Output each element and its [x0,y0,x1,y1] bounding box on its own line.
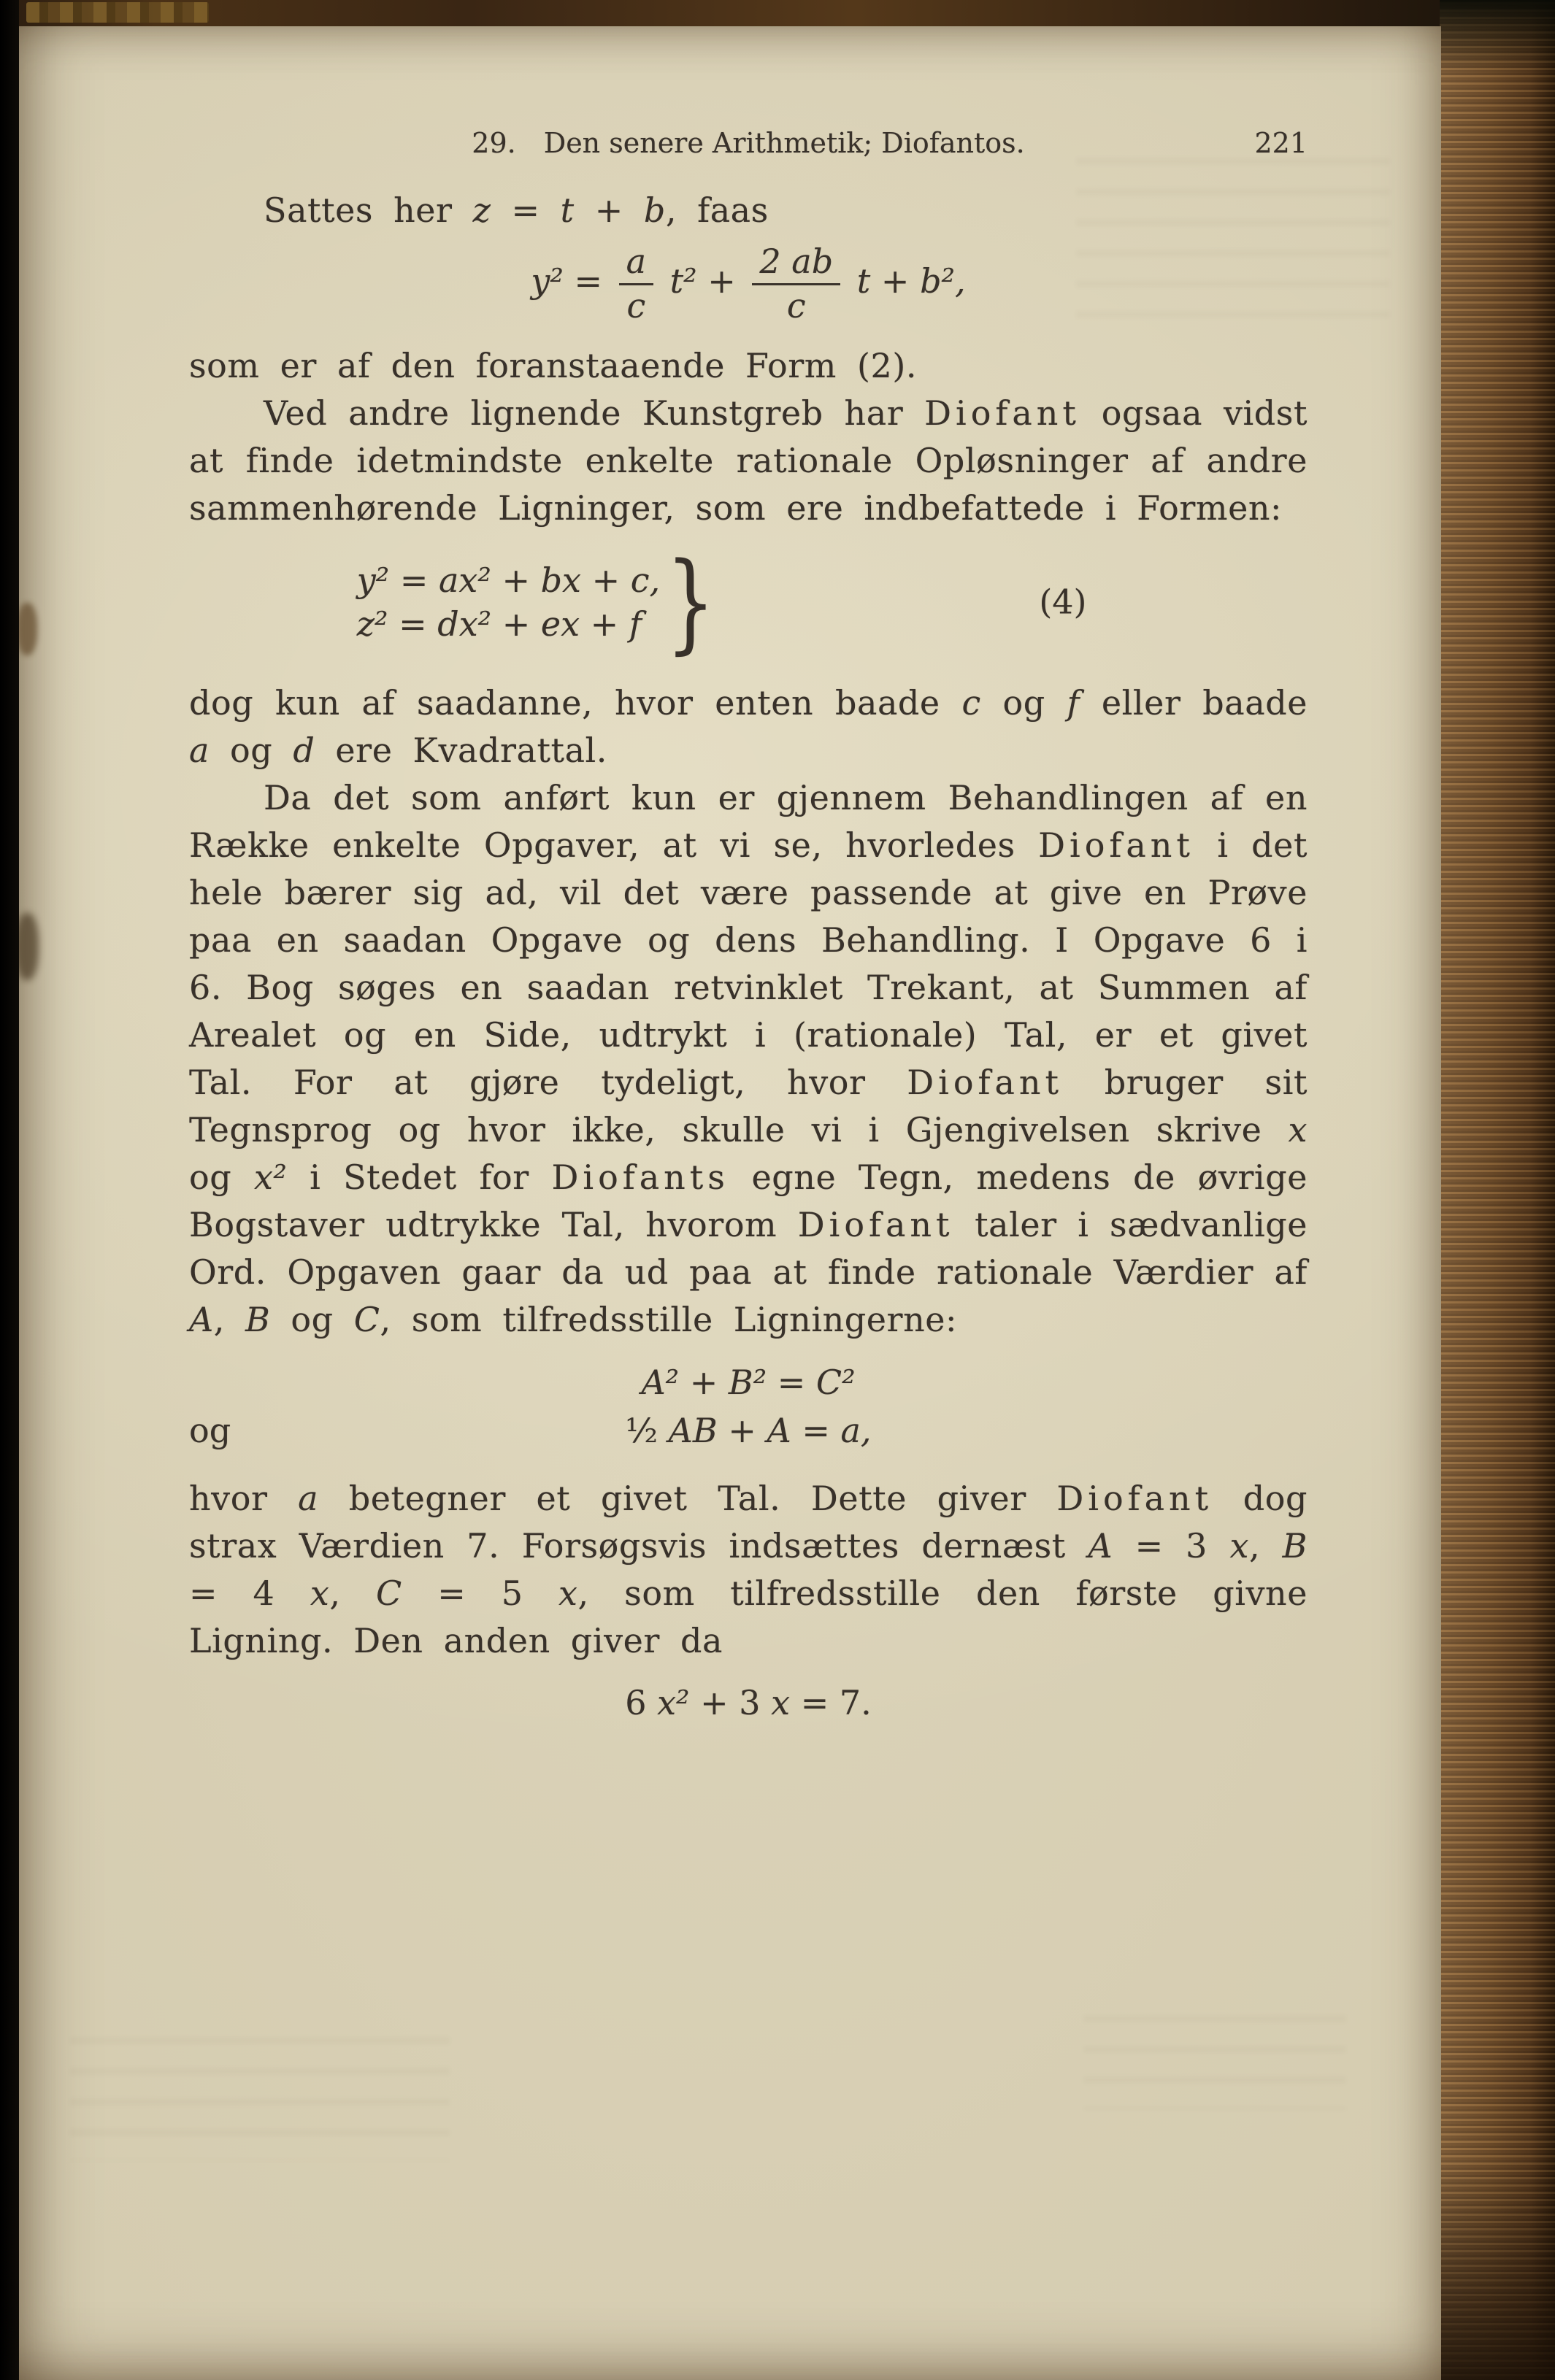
text-segment: a [298,1479,319,1519]
text-segment: i Stedet for [287,1158,552,1198]
text-segment: og [270,1300,354,1340]
page-number: 221 [1254,127,1308,159]
text-segment: , [1248,1526,1283,1566]
text-segment: C [375,1574,402,1614]
running-header [189,120,1308,161]
fraction-2ab-over-c [752,243,840,325]
equation-system [189,539,1308,666]
paragraph-dog-kun [189,679,1308,774]
paragraph-kunstgreb [189,390,1308,532]
section-number: 29. [472,127,516,159]
text-segment: Sattes her [264,190,473,230]
text-segment: x² [253,1158,288,1198]
text-segment: bruger sit Tegnsprog og hvor ikke, skulle vi i Gjengivelsen skrive [189,1063,1308,1150]
paragraph-intro [189,187,1308,234]
text-segment: Diofant [797,1205,954,1245]
text-segment: dog kun af saadanne, hvor enten baade [189,683,962,723]
text-segment: eller baade [1080,683,1308,723]
text-segment: , [213,1300,246,1340]
text-segment: A [189,1300,214,1340]
text-segment: dog strax Værdien 7. Forsøgsvis indsættes dernæst [189,1479,1308,1566]
formula-area-condition-row [189,1406,1308,1455]
text-segment: og [189,1158,254,1198]
text-segment: = 7. [790,1683,872,1723]
text-segment: og [980,683,1067,723]
text-segment: AB + A = a, [668,1411,872,1451]
formula-pythagorean [189,1358,1308,1406]
equation-number-label: (4) [1039,582,1087,622]
text-segment: + 3 [689,1683,772,1723]
page-content [189,120,1308,1727]
fraction-denominator: c [619,283,653,326]
fraction-numerator: 2 ab [759,242,834,281]
text-segment: , som tilfredsstille Ligningerne: [380,1300,958,1340]
text-segment: A [1088,1526,1113,1566]
formula-area-condition [625,1411,871,1450]
formula-y-expansion [189,243,1308,325]
paragraph-form-ref [189,342,1308,390]
text-segment: Diofant [907,1063,1064,1103]
text-segment: d [293,731,315,771]
fraction-denominator: c [752,283,840,326]
text-segment: som er af den foranstaaende Form (2). [189,346,918,386]
text-segment: , faas [665,190,769,230]
equation-system-line1 [357,558,660,602]
equation-system-lines [357,558,660,646]
paragraph-da-det [189,774,1308,1344]
text-segment: og [209,731,293,771]
text-segment: ere Kvadrattal. [315,731,607,771]
show-through-ghost [1083,2015,1346,2110]
text-segment: C [353,1300,380,1340]
text-segment: x [1288,1110,1308,1150]
text-segment: B [1282,1526,1308,1566]
text-segment: Ved andre lignende Kunstgreb har [264,393,925,434]
text-segment: x [558,1574,578,1614]
text-segment: ogsaa vidst at finde idetmindste enkelte rationale Opløsninger af andre sammenhørende Ligninger, som ere indbefattede i Formen: [189,393,1308,528]
book-page [19,26,1441,2380]
text-segment: c [961,683,981,723]
paragraph-hvor-a [189,1475,1308,1665]
book-top-edge [0,0,1555,29]
text-segment: A² + B² = C² [641,1363,856,1403]
spine-ornament [26,2,209,23]
text-segment: x [310,1574,330,1614]
page-edge-mark [17,603,37,655]
text-segment: betegner et givet Tal. Dette giver [318,1479,1057,1519]
text-segment: = 4 [189,1574,310,1614]
fraction-a-over-c [619,243,653,325]
text-segment: = 3 [1113,1526,1230,1566]
text-segment: hvor [189,1479,299,1519]
binding-gutter [0,0,19,2380]
text-segment: , [329,1574,376,1614]
formula-lhs: y² = [531,261,613,301]
text-segment: taler i sædvanlige Ord. Opgaven gaar da ud paa at finde rationale Værdier af [189,1205,1308,1293]
formula-mid: t² + [659,261,747,301]
text-segment: a [189,731,210,771]
text-segment: z² = dx² + ex + f [356,604,642,644]
text-segment: i det hele bærer sig ad, vil det være passende at give en Prøve paa en saadan Opgave og dens Behandling. I Opgave 6 i 6. Bog søges en saadan retvinklet Trekant, at Summen af Arealet og en Side, udtrykt i (rationale) Tal, er et givet Tal. For at gjøre tydeligt, hvor [189,825,1308,1103]
text-segment: Da det som anført kun er gjennem Behandlingen af en Række enkelte Opgaver, at vi se, hvorledes [189,778,1308,866]
show-through-ghost [70,2037,450,2161]
system-brace: } [666,539,715,666]
text-segment: Diofants [551,1158,729,1198]
formula-pythagorean-block [189,1358,1308,1455]
running-title: Den senere Arithmetik; Diofantos. [543,127,1025,159]
text-segment: z = t + b [472,190,666,230]
formula-final [189,1679,1308,1727]
text-segment: ½ [625,1411,669,1451]
text-segment: x [1229,1526,1249,1566]
text-segment: B [245,1300,271,1340]
text-segment: x [771,1683,791,1723]
fraction-numerator: a [626,242,647,281]
text-segment: Diofant [924,393,1080,434]
formula-tail: t + b², [846,261,966,301]
text-segment: y² = ax² + bx + c, [356,561,661,601]
text-segment: egne Tegn, medens de øvrige Bogstaver udtrykke Tal, hvorom [189,1158,1308,1245]
equation-system-line2 [357,602,660,646]
text-segment: , som tilfredsstille den første givne Ligning. Den anden giver da [189,1574,1308,1661]
og-connective: og [189,1411,231,1451]
text-segment: Diofant [1056,1479,1213,1519]
header-title-group [472,120,1024,167]
text-segment: f [1067,683,1080,723]
text-segment: = 5 [402,1574,559,1614]
text-segment: x² [657,1683,690,1723]
text-segment: 6 [625,1683,658,1723]
text-segment: Diofant [1038,825,1194,866]
book-fore-edge [1440,0,1555,2380]
